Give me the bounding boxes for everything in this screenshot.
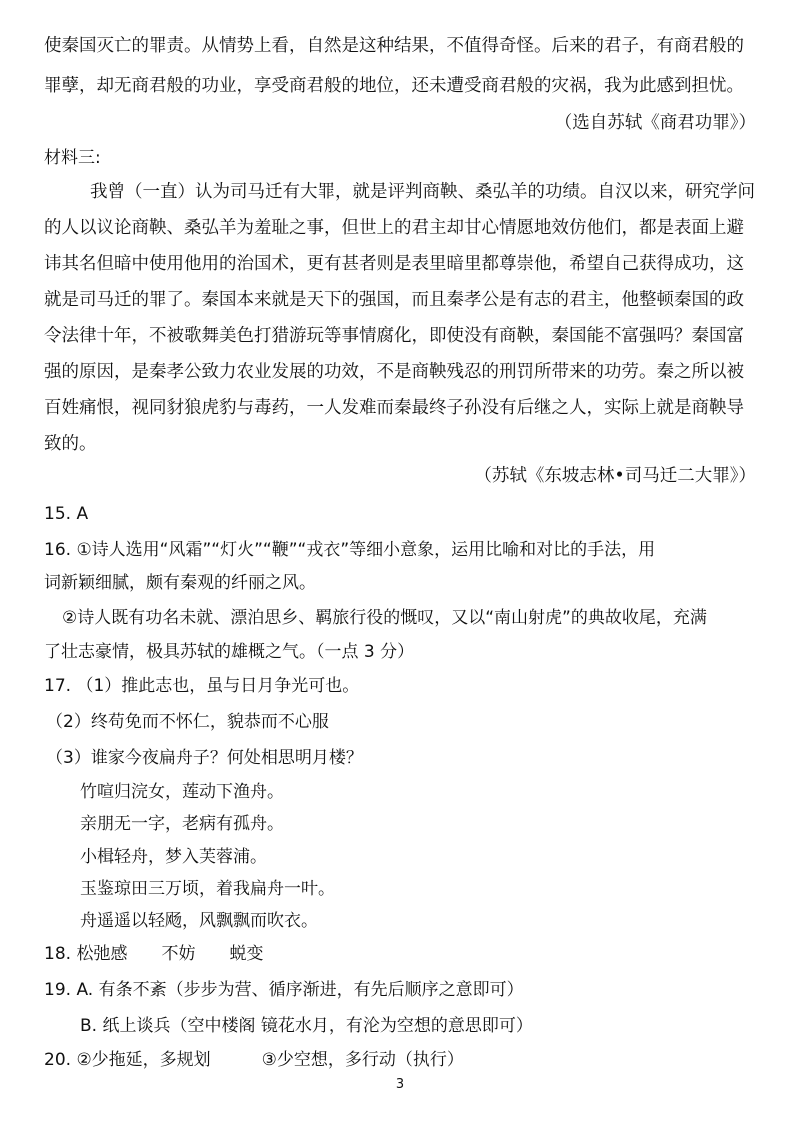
page-number: 3 <box>395 1077 405 1092</box>
material3-line-4: 就是司马迁的罪了。秦国本来就是天下的强国，而且秦孝公是有志的君主，他整顿秦国的政 <box>44 290 744 310</box>
answer-17-line-6: 小楫轻舟，梦入芙蓉浦。 <box>80 847 267 867</box>
answer-16-line-2: 词新颖细腻，颇有秦观的纤丽之风。 <box>44 573 316 593</box>
material3-line-7: 百姓痛恨，视同豺狼虎豹与毒药，一人发难而秦最终子孙没有后继之人，实际上就是商鞅导 <box>44 398 744 418</box>
material3-line-3: 讳其名但暗中使用他用的治国术，更有甚者则是表里暗里都尊崇他，希望自己获得成功，这 <box>44 254 744 274</box>
answer-17-line-7: 玉鉴琼田三万顷，着我扁舟一叶。 <box>80 879 335 899</box>
answer-17-line-8: 舟遥遥以轻飏，风飘飘而吹衣。 <box>80 911 318 931</box>
answer-15: 15. A <box>44 504 89 524</box>
answer-19-line-2: B. 纸上谈兵（空中楼阁 镜花水月，有沦为空想的意思即可） <box>80 1016 533 1036</box>
material3-line-5: 令法律十年，不被歌舞美色打猎游玩等事情腐化，即使没有商鞅，秦国能不富强吗？秦国富 <box>44 326 744 346</box>
answer-16-line-3: ②诗人既有功名未就、漂泊思乡、羁旅行役的慨叹，又以“南山射虎”的典故收尾，充满 <box>62 608 707 628</box>
answer-17-line-4: 竹喧归浣女，莲动下渔舟。 <box>80 782 284 802</box>
answer-20: 20. ②少拖延，多规划 ③少空想，多行动（执行） <box>44 1050 464 1070</box>
answer-17-line-1: 17. （1）推此志也，虽与日月争光可也。 <box>44 676 360 696</box>
answer-17-line-2: （2）终苟免而不怀仁，貌恭而不心服 <box>46 712 329 732</box>
answer-16-line-4: 了壮志豪情，极具苏轼的雄概之气。（一点 3 分） <box>44 642 415 662</box>
answer-16-line-1: 16. ①诗人选用“风霜”“灯火”“鞭”“戎衣”等细小意象，运用比喻和对比的手法，用 <box>44 540 656 560</box>
material3-line-8: 致的。 <box>44 434 97 454</box>
material3-line-1: 我曾（一直）认为司马迁有大罪，就是评判商鞅、桑弘羊的功绩。自汉以来，研究学问 <box>90 182 755 202</box>
answer-17-line-5: 亲朋无一字，老病有孤舟。 <box>80 814 284 834</box>
material3-source: （苏轼《东坡志林•司马迁二大罪》） <box>474 466 756 486</box>
answer-18: 18. 松弛感 不妨 蜕变 <box>44 944 264 964</box>
material3-heading: 材料三: <box>44 148 101 168</box>
material3-line-2: 的人以议论商鞅、桑弘羊为羞耻之事，但世上的君主却甘心情愿地效仿他们，都是表面上避 <box>44 218 744 238</box>
answer-19-line-1: 19. A. 有条不紊（步步为营、循序渐进，有先后顺序之意即可） <box>44 980 524 1000</box>
material2-line-1: 使秦国灭亡的罪责。从情势上看，自然是这种结果，不值得奇怪。后来的君子，有商君般的 <box>44 36 744 56</box>
answer-17-line-3: （3）谁家今夜扁舟子？何处相思明月楼？ <box>46 748 363 768</box>
material2-source: （选自苏轼《商君功罪》） <box>554 113 756 133</box>
material3-line-6: 强的原因，是秦孝公致力农业发展的功效，不是商鞅残忍的刑罚所带来的功劳。秦之所以被 <box>44 362 744 382</box>
material2-line-2: 罪孽，却无商君般的功业，享受商君般的地位，还未遭受商君般的灾祸，我为此感到担忧。 <box>44 76 744 96</box>
